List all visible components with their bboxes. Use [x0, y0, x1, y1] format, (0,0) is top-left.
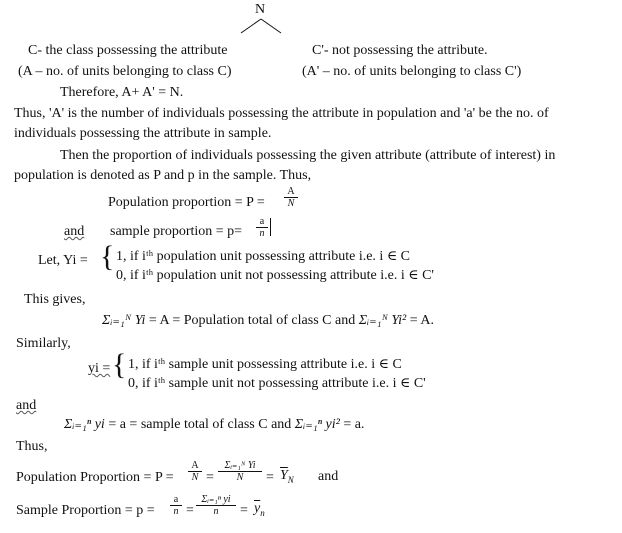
- left-brace: {: [100, 240, 115, 273]
- fraction-numerator: a: [259, 216, 265, 227]
- class-c-count: (A – no. of units belonging to class C): [18, 64, 232, 79]
- population-fraction-a-over-n: [188, 460, 202, 483]
- ybar-symbol: $\overline{Y}$: [280, 468, 288, 483]
- this-gives: This gives,: [24, 292, 86, 307]
- sum-yi-squared: Σᵢ₌₁ⁿ yi²: [294, 417, 340, 432]
- sample-fraction-a-over-n: [170, 494, 182, 517]
- fraction-numerator: A: [287, 186, 295, 197]
- class-c-prime-label: C'- not possessing the attribute.: [312, 43, 488, 58]
- population-proportion-label: Population proportion = P =: [108, 195, 265, 210]
- similarly: Similarly,: [16, 336, 71, 351]
- final-sample-proportion-label: Sample Proportion = p =: [16, 503, 155, 518]
- thus: Thus,: [16, 439, 48, 454]
- paragraph-thus-line2: individuals possessing the attribute in sample.: [14, 126, 272, 141]
- equals-sign: =: [240, 503, 248, 518]
- left-branch: [241, 19, 261, 33]
- yi-case-0: 0, if iᵗʰ population unit not possessing attribute i.e. i ∈ C': [116, 268, 434, 283]
- sample-mean-ybar: [254, 501, 265, 521]
- fraction-denominator: N: [218, 471, 262, 483]
- sample-total-equation: [64, 417, 364, 433]
- tree-branches: [236, 17, 286, 37]
- text-cursor: [270, 218, 271, 236]
- right-branch: [261, 19, 281, 33]
- let-yi-label: Let, Yi =: [38, 253, 88, 268]
- fraction-numerator: A: [191, 460, 199, 471]
- population-total-text: = A = Population total of class C and: [145, 313, 359, 328]
- ybar-subscript: n: [260, 507, 265, 518]
- fraction-denominator: n: [170, 505, 182, 517]
- sample-fraction-sum-over-n: [196, 494, 236, 517]
- population-total-end: = A.: [406, 313, 434, 328]
- paragraph-thus-line1: Thus, 'A' is the number of individuals possessing the attribute in population and 'a' be the no. of: [14, 106, 549, 121]
- yi-label: yi =: [88, 361, 111, 376]
- population-mean-ybar: [280, 468, 294, 488]
- final-population-proportion-label: Population Proportion = P =: [16, 470, 174, 485]
- ybar-symbol: $\overline{y}$: [254, 501, 261, 516]
- sum-yi-squared: Σᵢ₌₁ᴺ Yi²: [358, 313, 407, 328]
- fraction-denominator: N: [284, 197, 298, 209]
- sample-yi-case-0: 0, if iᵗʰ sample unit not possessing attribute i.e. i ∈ C': [128, 376, 426, 391]
- sum-yi: Σᵢ₌₁ⁿ yi: [64, 417, 105, 432]
- equals-sign: =: [186, 503, 194, 518]
- sample-proportion-fraction: [256, 216, 268, 239]
- population-proportion-fraction: [284, 186, 298, 209]
- sample-proportion-label: sample proportion = p=: [110, 224, 243, 239]
- fraction-numerator: a: [173, 494, 179, 505]
- fraction-denominator: n: [256, 227, 268, 239]
- yi-case-1: 1, if iᵗʰ population unit possessing attribute i.e. i ∈ C: [116, 249, 411, 264]
- class-c-label: C- the class possessing the attribute: [28, 43, 228, 58]
- population-total-equation: [102, 313, 434, 329]
- ybar-subscript: N: [287, 474, 294, 485]
- fraction-numerator: Σᵢ₌₁ᴺ Yi: [224, 460, 256, 471]
- fraction-numerator: Σᵢ₌₁ⁿ yi: [201, 494, 231, 505]
- sum-yi: Σᵢ₌₁ᴺ Yi: [102, 313, 146, 328]
- sample-total-end: = a.: [339, 417, 365, 432]
- sum-identity: Therefore, A+ A' = N.: [60, 85, 184, 100]
- sample-yi-case-1: 1, if iᵗʰ sample unit possessing attribute i.e. i ∈ C: [128, 357, 402, 372]
- sample-total-text: = a = sample total of class C and: [104, 417, 295, 432]
- class-c-prime-count: (A' – no. of units belonging to class C'): [302, 64, 522, 79]
- fraction-denominator: n: [196, 505, 236, 517]
- left-brace: {: [112, 348, 127, 381]
- fraction-denominator: N: [188, 471, 202, 483]
- and-connector: and: [64, 224, 85, 239]
- equals-sign: =: [206, 470, 214, 485]
- and-connector: and: [16, 398, 37, 413]
- paragraph-proportion-line2: population is denoted as P and p in the sample. Thus,: [14, 168, 312, 183]
- population-fraction-sum-over-n: [218, 460, 262, 483]
- equals-sign: =: [266, 470, 274, 485]
- tree-node-n: N: [255, 2, 266, 17]
- paragraph-proportion-line1: Then the proportion of individuals possessing the given attribute (attribute of interest) in: [60, 148, 556, 163]
- and-connector: and: [318, 469, 339, 484]
